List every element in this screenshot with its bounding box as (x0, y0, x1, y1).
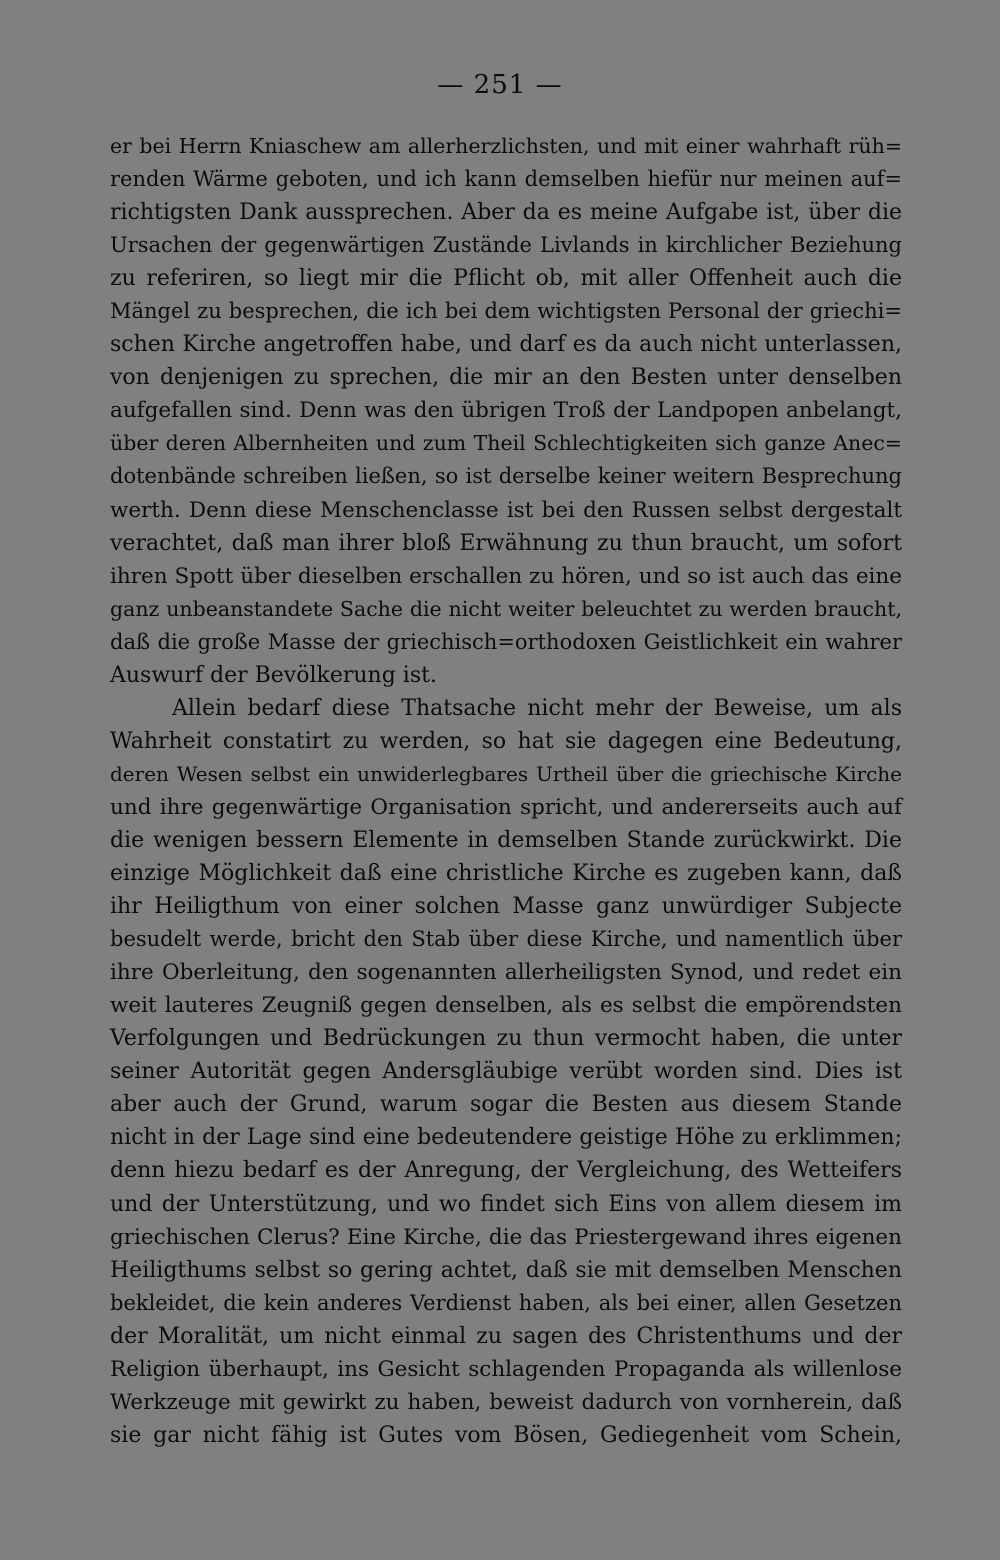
text-line: besudelt werde, bricht den Stab über diese Kirche, und namentlich über (110, 927, 902, 952)
text-line: zu referiren, so liegt mir die Pflicht ob, mit aller Offenheit auch die (110, 266, 902, 292)
text-line: weit lauteres Zeugniß gegen denselben, als es selbst die empörendsten (110, 993, 902, 1019)
text-line: Mängel zu besprechen, die ich bei dem wichtigsten Personal der griechi= (110, 299, 902, 324)
text-line: richtigsten Dank aussprechen. Aber da es meine Aufgabe ist, über die (110, 200, 902, 226)
text-line: renden Wärme geboten, und ich kann demselben hiefür nur meinen auf= (110, 167, 902, 192)
text-line: ganz unbeanstandete Sache die nicht weiter beleuchtet zu werden braucht, (110, 596, 902, 621)
text-line: Allein bedarf diese Thatsache nicht mehr der Beweise, um als (172, 695, 902, 721)
text-line: werth. Denn diese Menschenclasse ist bei den Russen selbst dergestalt (110, 497, 902, 523)
text-line: aber auch der Grund, warum sogar die Besten aus diesem Stande (110, 1092, 902, 1118)
page-number: — 251 — (437, 70, 563, 100)
text-line: und ihre gegenwärtige Organisation spricht, und andererseits auch auf (110, 794, 902, 820)
text-line: ihren Spott über dieselben erschallen zu hören, und so ist auch das eine (110, 563, 902, 589)
text-line: Ursachen der gegenwärtigen Zustände Livlands in kirchlicher Beziehung (110, 233, 902, 258)
text-line: sie gar nicht fähig ist Gutes vom Bösen, Gediegenheit vom Schein, (110, 1422, 902, 1448)
text-line: von denjenigen zu sprechen, die mir an den Besten unter denselben (110, 365, 902, 391)
text-line: die wenigen bessern Elemente in demselben Stande zurückwirkt. Die (110, 827, 902, 853)
text-line: aufgefallen sind. Denn was den übrigen Troß der Landpopen anbelangt, (110, 398, 902, 424)
text-line: griechischen Clerus? Eine Kirche, die das Priestergewand ihres eigenen (110, 1224, 902, 1250)
body-text (110, 130, 902, 1452)
text-line: Heiligthums selbst so gering achtet, daß sie mit demselben Menschen (110, 1257, 902, 1283)
text-line: deren Wesen selbst ein unwiderlegbares Urtheil über die griechische Kirche (110, 761, 902, 786)
text-line: dotenbände schreiben ließen, so ist derselbe keiner weitern Besprechung (110, 464, 902, 489)
text-line: schen Kirche angetroffen habe, und darf es da auch nicht unterlassen, (110, 332, 902, 358)
text-line: Religion überhaupt, ins Gesicht schlagenden Propaganda als willenlose (110, 1356, 902, 1382)
text-line: ihre Oberleitung, den sogenannten allerheiligsten Synod, und redet ein (110, 960, 902, 986)
text-line: Verfolgungen und Bedrückungen zu thun vermocht haben, die unter (110, 1026, 902, 1052)
text-line: er bei Herrn Kniaschew am allerherzlichsten, und mit einer wahrhaft rüh= (110, 134, 902, 158)
text-line: einzige Möglichkeit daß eine christliche Kirche es zugeben kann, daß (110, 861, 902, 887)
text-line: daß die große Masse der griechisch=orthodoxen Geistlichkeit ein wahrer (110, 629, 902, 654)
text-line: verachtet, daß man ihrer bloß Erwähnung zu thun braucht, um sofort (110, 530, 902, 556)
text-line: Werkzeuge mit gewirkt zu haben, beweist dadurch von vornherein, daß (110, 1389, 902, 1415)
text-line: Auswurf der Bevölkerung ist. (110, 662, 437, 688)
text-line: nicht in der Lage sind eine bedeutendere geistige Höhe zu erklimmen; (110, 1125, 902, 1151)
text-line: seiner Autorität gegen Andersgläubige verübt worden sind. Dies ist (110, 1059, 902, 1085)
text-line: bekleidet, die kein anderes Verdienst haben, als bei einer, allen Gesetzen (110, 1290, 902, 1315)
text-line: der Moralität, um nicht einmal zu sagen des Christenthums und der (110, 1323, 902, 1349)
text-line: und der Unterstützung, und wo findet sich Eins von allem diesem im (110, 1191, 902, 1217)
text-line: ihr Heiligthum von einer solchen Masse ganz unwürdiger Subjecte (110, 894, 902, 920)
text-line: Wahrheit constatirt zu werden, so hat sie dagegen eine Bedeutung, (110, 728, 902, 754)
text-line: denn hiezu bedarf es der Anregung, der Vergleichung, des Wetteifers (110, 1158, 902, 1184)
text-line: über deren Albernheiten und zum Theil Schlechtigkeiten sich ganze Anec= (110, 431, 902, 456)
